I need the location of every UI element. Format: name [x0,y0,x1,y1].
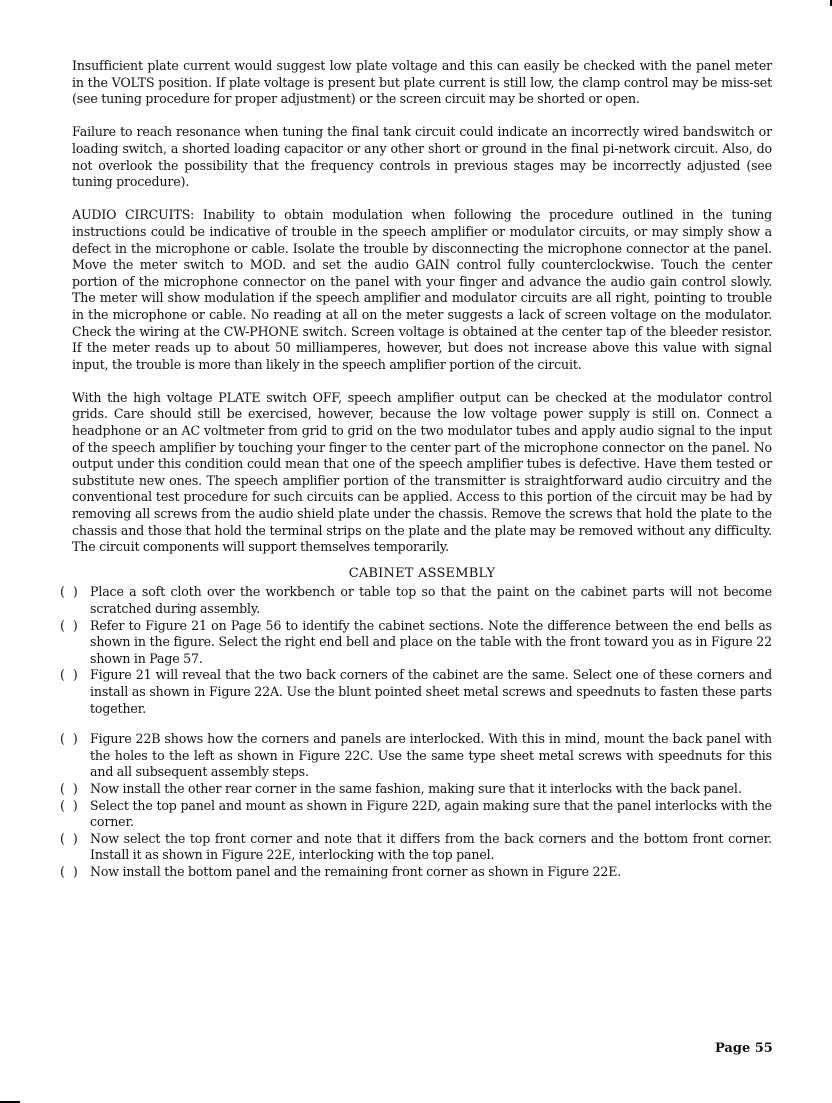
checkbox[interactable]: ( ) [60,797,78,813]
step-text: Refer to Figure 21 on Page 56 to identify the cabinet sections. Note the difference between the end bells as shown in the figure. Select the right end bell and place on the table with the front toward you as in Figure 22 shown in Page 57. [90,617,772,666]
checkbox[interactable]: ( ) [60,863,78,879]
step-text: Now select the top front corner and note that it differs from the back corners and the bottom front corner. Install it as shown in Figure 22E, interlocking with the top panel. [90,830,772,863]
checkbox[interactable]: ( ) [60,584,78,600]
checkbox[interactable]: ( ) [60,830,78,846]
step-text: Place a soft cloth over the workbench or table top so that the paint on the cabinet parts will not become scratched during assembly. [90,584,772,616]
step-text: Figure 21 will reveal that the two back corners of the cabinet are the same. Select one of these corners and install as shown in Figure 22A. Use the blunt pointed sheet metal screws and speednuts to fasten these parts together. [90,667,772,716]
assembly-step [60,781,772,798]
page-number: Page 55 [715,1041,773,1056]
assembly-step [60,731,772,781]
section-heading: CABINET ASSEMBLY [348,566,496,582]
assembly-step [60,831,772,864]
spacer [72,717,772,731]
paragraph-plate-current: Insufficient plate current would suggest low plate voltage and this can easily be checked with the panel meter in the VOLTS position. If plate voltage is present but plate current is still low, the clamp control may be miss-set (see tuning procedure for proper adjustment) or the screen circuit may be shorted or open. [72,58,772,107]
checkbox[interactable]: ( ) [60,780,78,796]
assembly-step [60,864,772,881]
checkbox[interactable]: ( ) [60,731,78,747]
checkbox[interactable]: ( ) [60,667,78,683]
assembly-steps-group-2 [60,731,772,880]
step-text: Figure 22B shows how the corners and panels are interlocked. With this in mind, mount the back panel with the holes to the left as shown in Figure 22C. Use the same type sheet metal screws with speednuts for this and all subsequent assembly steps. [90,731,772,780]
paragraph-speech-amplifier: With the high voltage PLATE switch OFF, speech amplifier output can be checked at the modulator control grids. Care should still be exercised, however, because the low voltage power supply is still on. Connect a headphone or an AC voltmeter from grid to grid on the two modulator tubes and apply audio signal to the input of the speech amplifier by touching your finger to the center part of the microphone connector on the panel. No output under this condition could mean that one of the speech amplifier tubes is defective. Have them tested or substitute new ones. The speech amplifier portion of the transmitter is straightforward audio circuitry and the conventional test procedure for such circuits can be applied. Access to this portion of the circuit may be had by removing all screws from the audio shield plate under the chassis. Remove the screws that hold the plate to the chassis and those that hold the terminal strips on the plate and the plate may be removed without any difficulty. The circuit components will support themselves temporarily. [72,389,772,555]
assembly-step [60,618,772,668]
step-text: Now install the bottom panel and the remaining front corner as shown in Figure 22E. [90,863,622,879]
assembly-step [60,667,772,717]
document-page [60,58,772,881]
paragraph-audio-circuits: AUDIO CIRCUITS: Inability to obtain modulation when following the procedure outlined in the tuning instructions could be indicative of trouble in the speech amplifier or modulator circuits, or may simply show a defect in the microphone or cable. Isolate the trouble by disconnecting the microphone connector at the panel. Move the meter switch to MOD. and set the audio GAIN control fully counterclockwise. Touch the center portion of the microphone connector on the panel with your finger and advance the audio gain control slowly. The meter will show modulation if the speech amplifier and modulator circuits are all right, pointing to trouble in the microphone or cable. No reading at all on the meter suggests a lack of screen voltage on the modulator. Check the wiring at the CW-PHONE switch. Screen voltage is obtained at the center tap of the bleeder resistor. If the meter reads up to about 50 milliamperes, however, but does not increase above this value with signal input, the trouble is more than likely in the speech amplifier portion of the circuit. [72,207,772,372]
assembly-steps-group-1 [60,584,772,717]
checkbox[interactable]: ( ) [60,617,78,633]
step-text: Select the top panel and mount as shown in Figure 22D, again making sure that the panel interlocks with the corner. [90,797,772,830]
assembly-step [60,798,772,831]
paragraph-resonance: Failure to reach resonance when tuning the final tank circuit could indicate an incorrectly wired bandswitch or loading switch, a shorted loading capacitor or any other short or ground in the final pi-network circuit. Also, do not overlook the possibility that the frequency controls in previous stages may be incorrectly adjusted (see tuning procedure). [72,124,772,190]
assembly-step [60,584,772,617]
step-text: Now install the other rear corner in the same fashion, making sure that it interlocks with the back panel. [90,780,742,796]
